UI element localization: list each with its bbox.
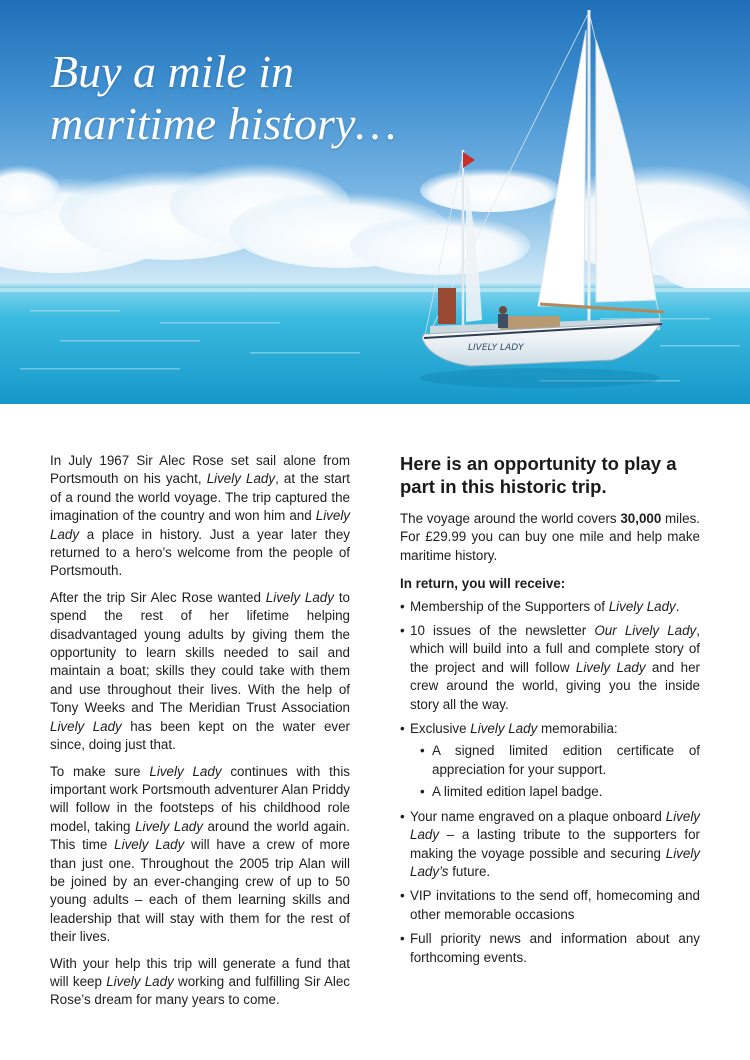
miles-count: 30,000: [620, 511, 662, 526]
benefit-plaque: • Your name engraved on a plaque onboard Lively Lady – a lasting tribute to the supporters for making the voyage possible and securing Lively Lady’s future.: [400, 808, 700, 882]
offer-heading: Here is an opportunity to play a part in this historic trip.: [400, 453, 677, 497]
hero-banner: [0, 0, 750, 404]
benefits-heading: In return, you will receive:: [400, 576, 566, 592]
page-title: [50, 46, 470, 150]
title-line-2: maritime history…: [50, 98, 397, 149]
benefit-membership: • Membership of the Supporters of Lively Lady.: [400, 598, 700, 616]
memorabilia-badge: • A limited edition lapel badge.: [410, 783, 700, 801]
benefit-priority-news: • Full priority news and information about any forthcoming events.: [400, 930, 700, 967]
story-paragraph-2: After the trip Sir Alec Rose wanted Lively Lady to spend the rest of her lifetime helping disadvantaged young adults by giving them the opportunity to learn skills needed to sail and maintain a boat; skills they could take with them and use throughout their lives. With the help of Tony Weeks and The Meridian Trust Association Lively Lady has been kept on the water ever since, doing just that.: [50, 589, 351, 753]
title-line-1: Buy a mile in: [50, 46, 294, 97]
benefit-memorabilia: • Exclusive Lively Lady memorabilia: • A signed limited edition certificate of appreciation for your support. • A limited edition lapel badge.: [400, 720, 700, 802]
offer-intro: The voyage around the world covers 30,000 miles. For £29.99 you can buy one mile and help make maritime history.: [400, 511, 700, 563]
offer-column: [400, 452, 700, 973]
benefits-list: [400, 598, 700, 967]
story-paragraph-3: To make sure Lively Lady continues with this important work Portsmouth adventurer Alan Priddy will follow in the footsteps of his childhood role model, taking Lively Lady around the world again. This time Lively Lady will have a crew of more than just one. Throughout the 2005 trip Alan will be joined by an ever-changing crew of up to 50 young adults – each of them learning skills and leadership that will stay with them for the rest of their lives.: [50, 763, 350, 945]
boat-name-text: LIVELY LADY: [468, 343, 524, 353]
story-paragraph-1: In July 1967 Sir Alec Rose set sail alone from Portsmouth on his yacht, Lively Lady, at the start of a round the world voyage. The trip captured the imagination of the country and won him and Lively Lady a place in history. Just a year later they returned to a hero’s welcome from the people of Portsmouth.: [50, 453, 350, 579]
benefit-vip-invitations: • VIP invitations to the send off, homecoming and other memorable occasions: [400, 887, 700, 924]
memorabilia-list: [410, 742, 700, 801]
story-column: [50, 452, 350, 1018]
memorabilia-certificate: • A signed limited edition certificate of appreciation for your support.: [410, 742, 700, 779]
story-paragraph-4: With your help this trip will generate a fund that will keep Lively Lady working and fulfilling Sir Alec Rose’s dream for many years to come.: [50, 955, 350, 1008]
benefit-newsletter: • 10 issues of the newsletter Our Lively Lady, which will build into a full and complete story of the project and will follow Lively Lady and her crew around the world, giving you the inside story all the way.: [400, 622, 700, 714]
